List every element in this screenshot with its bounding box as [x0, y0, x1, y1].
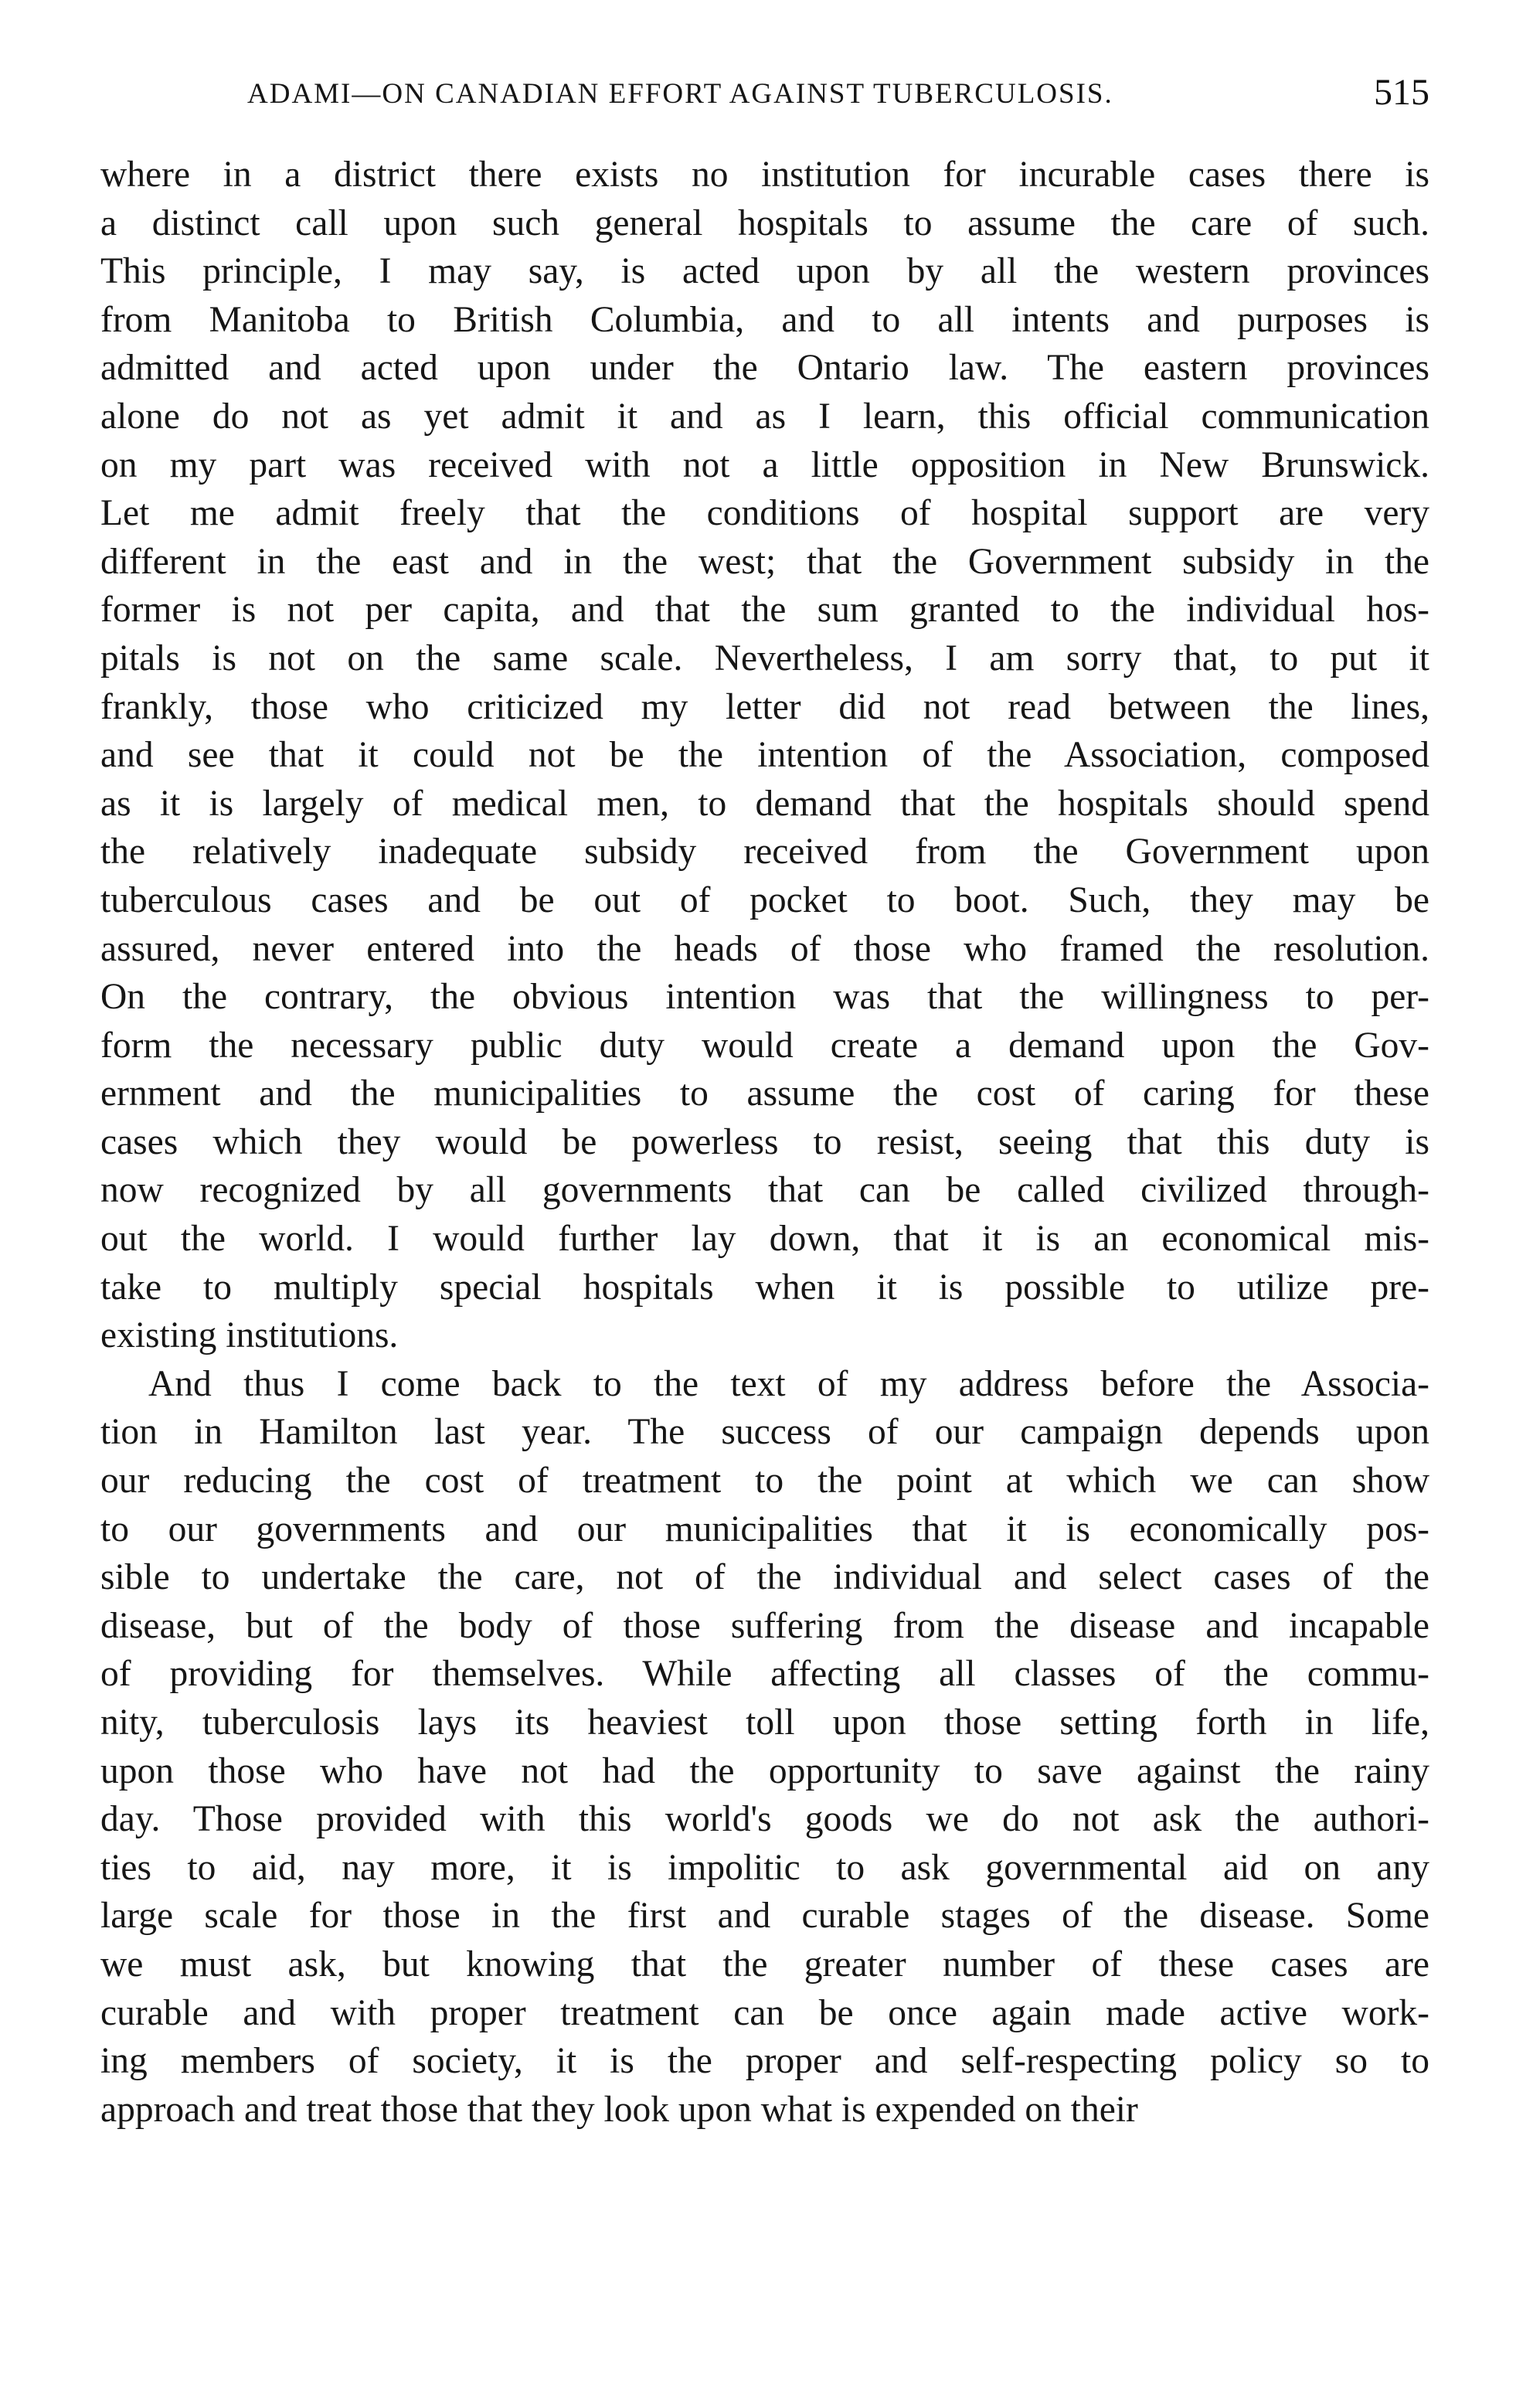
text-line: large scale for those in the first and curable stages of the disease. Some — [100, 1896, 1429, 1937]
text-line: on my part was received with not a little opposition in New Brunswick. — [100, 444, 1429, 485]
text-line: pitals is not on the same scale. Nevertheless, I am sorry that, to put it — [100, 638, 1429, 679]
body-text — [100, 151, 1429, 2134]
text-line: This principle, I may say, is acted upon by all the western provinces — [100, 251, 1429, 292]
text-line: former is not per capita, and that the sum granted to the individual hos- — [100, 590, 1429, 631]
text-line: different in the east and in the west; that the Government subsidy in the — [100, 541, 1429, 582]
text-line: ing members of society, it is the proper and self-respecting policy so to — [100, 2041, 1429, 2082]
text-line: sible to undertake the care, not of the individual and select cases of the — [100, 1557, 1429, 1598]
text-line: we must ask, but knowing that the greater number of these cases are — [100, 1944, 1429, 1985]
text-line: a distinct call upon such general hospitals to assume the care of such. — [100, 202, 1429, 243]
text-line: of providing for themselves. While affecting all classes of the commu- — [100, 1654, 1429, 1695]
text-line: the relatively inadequate subsidy received from the Government upon — [100, 832, 1429, 872]
text-line: upon those who have not had the opportunity to save against the rainy — [100, 1750, 1429, 1791]
text-line: frankly, those who criticized my letter did not read between the lines, — [100, 686, 1429, 727]
text-line: nity, tuberculosis lays its heaviest toll upon those setting forth in life, — [100, 1702, 1429, 1743]
text-line: and see that it could not be the intention of the Association, composed — [100, 735, 1429, 776]
text-line: from Manitoba to British Columbia, and to all intents and purposes is — [100, 299, 1429, 340]
text-line: Let me admit freely that the conditions of hospital support are very — [100, 493, 1429, 534]
text-line: now recognized by all governments that can be called civilized through- — [100, 1170, 1429, 1211]
text-line: where in a district there exists no institution for incurable cases there is — [100, 155, 1429, 195]
text-line: disease, but of the body of those suffering from the disease and incapable — [100, 1605, 1429, 1646]
text-line: form the necessary public duty would create a demand upon the Gov- — [100, 1025, 1429, 1066]
text-line: tuberculous cases and be out of pocket to boot. Such, they may be — [100, 879, 1429, 920]
running-head — [100, 71, 1429, 125]
text-line: day. Those provided with this world's goods we do not ask the authori- — [100, 1799, 1429, 1840]
text-line: to our governments and our municipalities that it is economically pos- — [100, 1508, 1429, 1549]
text-line: curable and with proper treatment can be once again made active work- — [100, 1992, 1429, 2033]
text-line: take to multiply special hospitals when it is possible to utilize pre- — [100, 1267, 1429, 1308]
paragraph — [100, 151, 1429, 1360]
page-number: 515 — [1374, 72, 1429, 113]
text-line: ties to aid, nay more, it is impolitic to ask governmental aid on any — [100, 1847, 1429, 1888]
text-line: as it is largely of medical men, to demand that the hospitals should spend — [100, 783, 1429, 824]
text-line: On the contrary, the obvious intention was that the willingness to per- — [100, 977, 1429, 1018]
text-line: cases which they would be powerless to resist, seeing that this duty is — [100, 1121, 1429, 1162]
text-line: approach and treat those that they look upon what is expended on their — [100, 2089, 1138, 2130]
text-line: admitted and acted upon under the Ontario law. The eastern provinces — [100, 348, 1429, 389]
text-line: tion in Hamilton last year. The success of our campaign depends upon — [100, 1412, 1429, 1453]
text-line: ernment and the municipalities to assume the cost of caring for these — [100, 1073, 1429, 1114]
running-title: ADAMI—ON CANADIAN EFFORT AGAINST TUBERCULOSIS. — [247, 78, 1113, 110]
text-line: existing institutions. — [100, 1315, 399, 1356]
text-line: assured, never entered into the heads of those who framed the resolution. — [100, 928, 1429, 969]
paragraph — [100, 1360, 1429, 2134]
text-line: our reducing the cost of treatment to the point at which we can show — [100, 1461, 1429, 1502]
text-line: alone do not as yet admit it and as I learn, this official communication — [100, 396, 1429, 437]
text-line: And thus I come back to the text of my address before the Associa- — [148, 1363, 1429, 1404]
text-line: out the world. I would further lay down, that it is an economical mis- — [100, 1219, 1429, 1260]
